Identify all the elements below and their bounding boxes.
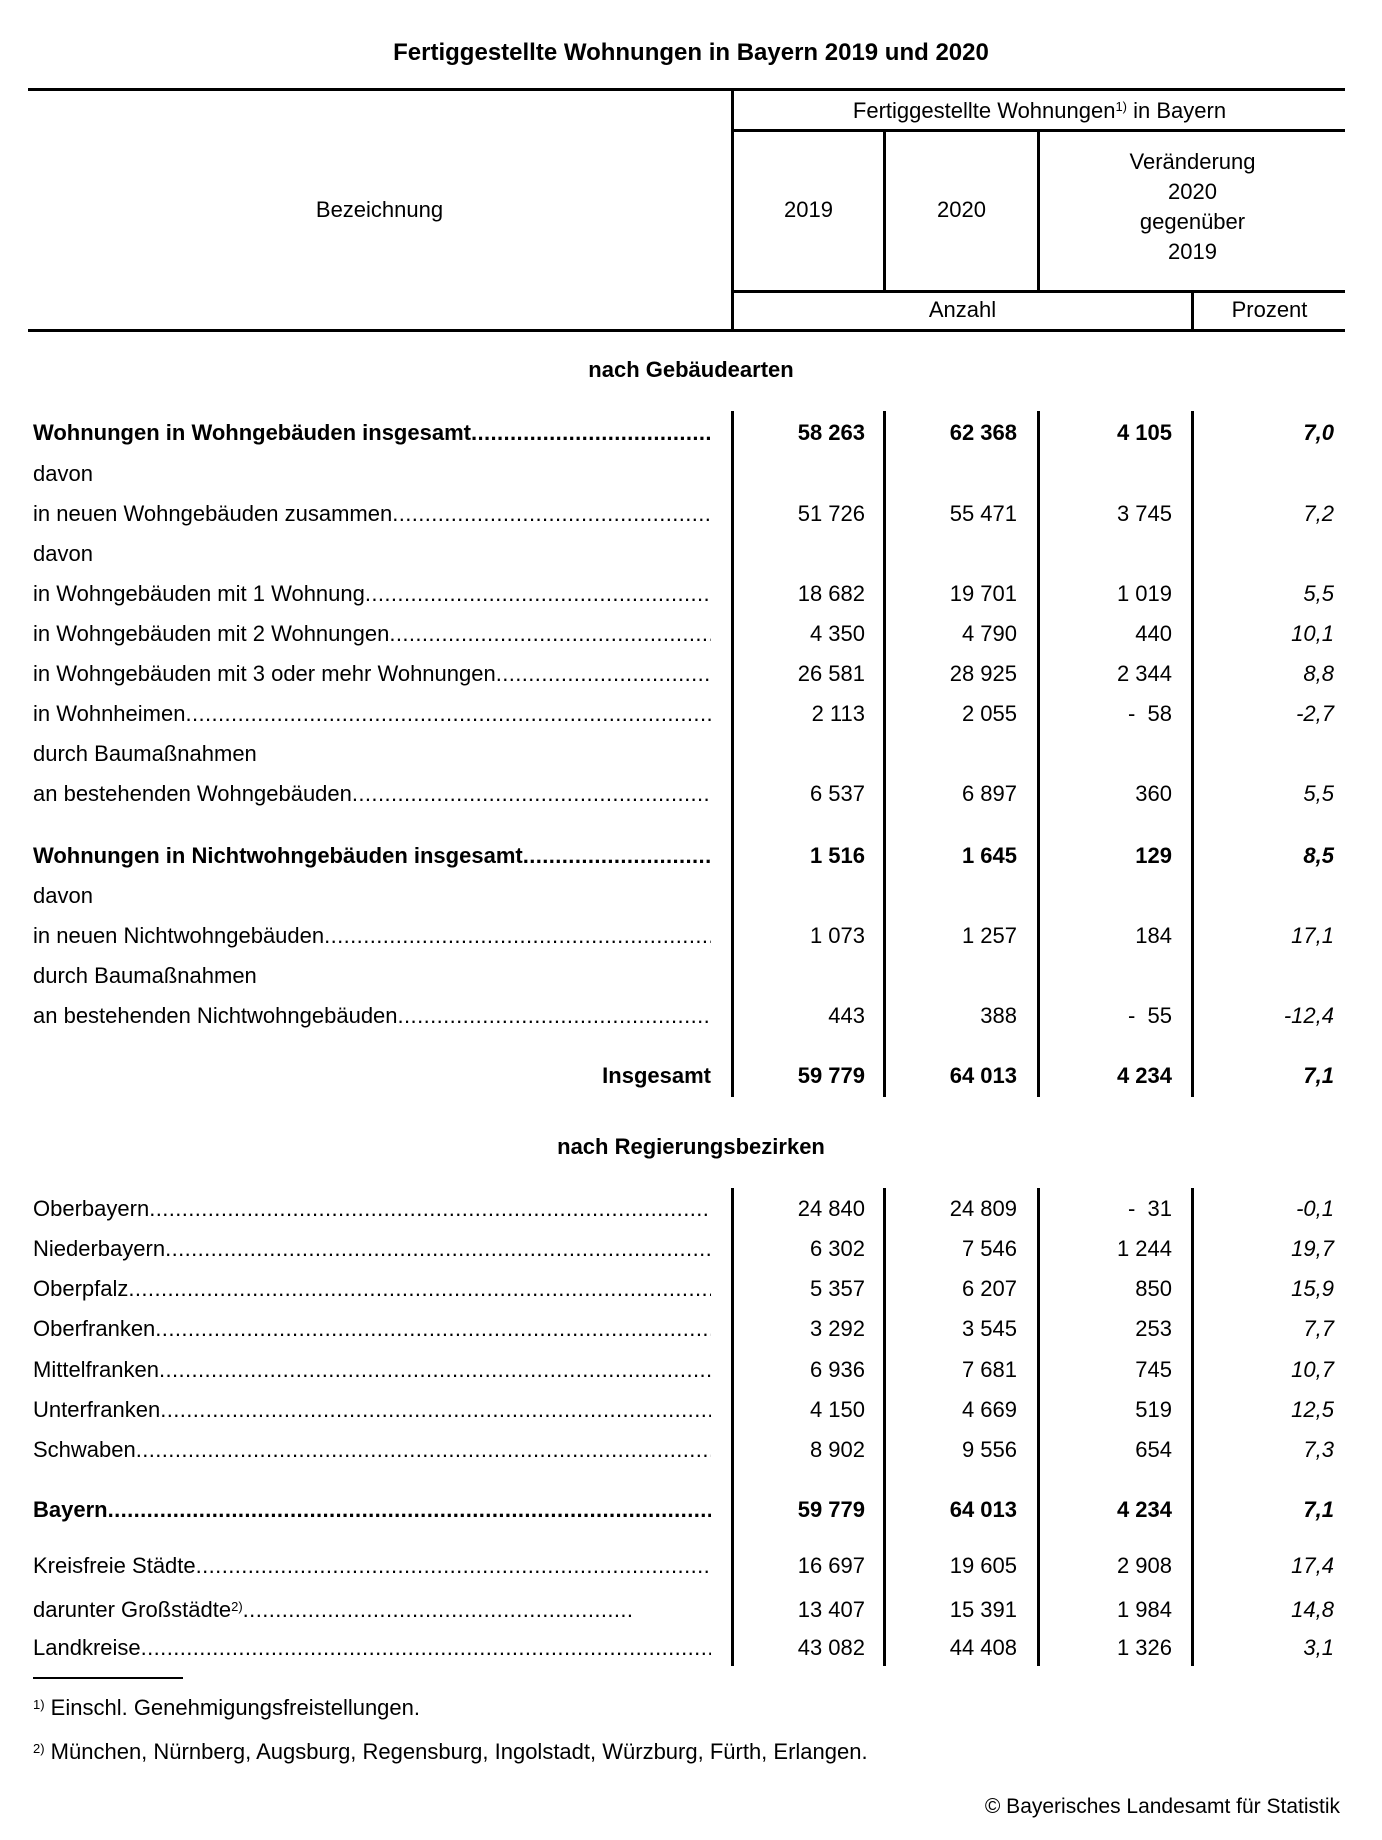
value-pct: -2,7 — [1296, 701, 1334, 726]
value-pct: 15,9 — [1291, 1276, 1334, 1301]
row-label: Wohnungen in Wohngebäuden insgesamt — [33, 420, 471, 445]
value-2020: 9 556 — [961, 1437, 1017, 1462]
row-label: durch Baumaßnahmen — [33, 741, 257, 766]
table-row — [0, 1394, 1382, 1426]
table-row — [0, 920, 1382, 952]
table-row — [0, 618, 1382, 650]
table-row — [0, 1000, 1382, 1032]
value-diff: 2 344 — [1116, 661, 1172, 686]
value-pct: 12,5 — [1291, 1397, 1334, 1422]
value-2020: 7 546 — [961, 1236, 1017, 1261]
value-2019: 59 779 — [797, 1497, 865, 1522]
table-row-total — [0, 1060, 1382, 1092]
table-row — [0, 458, 1382, 490]
table-row — [0, 778, 1382, 810]
value-2019: 4 350 — [809, 621, 865, 646]
value-diff: - 31 — [1127, 1196, 1172, 1221]
table-row — [0, 417, 1382, 449]
value-diff: 745 — [1135, 1357, 1172, 1382]
table-row — [0, 1550, 1382, 1582]
value-diff: 1 244 — [1116, 1236, 1172, 1261]
row-label: Kreisfreie Städte — [33, 1553, 196, 1578]
value-pct: 7,1 — [1303, 1497, 1334, 1522]
table-row — [0, 538, 1382, 570]
value-diff: 654 — [1135, 1437, 1172, 1462]
value-pct: 8,8 — [1303, 661, 1334, 686]
value-pct: 7,3 — [1303, 1437, 1334, 1462]
row-label: Insgesamt — [602, 1063, 711, 1088]
table-row — [0, 960, 1382, 992]
value-2019: 8 902 — [809, 1437, 865, 1462]
page-title: Fertiggestellte Wohnungen in Bayern 2019 und 2020 — [393, 39, 989, 66]
value-diff: 1 984 — [1116, 1597, 1172, 1622]
row-label: durch Baumaßnahmen — [33, 963, 257, 988]
row-label: in Wohngebäuden mit 3 oder mehr Wohnungen — [33, 661, 496, 686]
value-diff: 1 019 — [1116, 581, 1172, 606]
value-2020: 44 408 — [949, 1635, 1017, 1660]
copyright: © Bayerisches Landesamt für Statistik — [984, 1795, 1340, 1818]
value-pct: 7,0 — [1303, 420, 1334, 445]
header-group-label: Fertiggestellte Wohnungen$^{1)}$ in Bayern — [852, 98, 1227, 123]
value-diff: 850 — [1135, 1276, 1172, 1301]
row-label: in neuen Wohngebäuden zusammen — [33, 501, 393, 526]
header-col-change: Veränderung 2020 gegenüber 2019 — [1129, 149, 1256, 264]
value-2020: 7 681 — [961, 1357, 1017, 1382]
table-row — [0, 738, 1382, 770]
header-unit-prozent: Prozent — [1231, 297, 1308, 322]
row-label: an bestehenden Nichtwohngebäuden — [33, 1003, 398, 1028]
header-unit-anzahl: Anzahl — [928, 297, 997, 322]
table-row — [0, 1632, 1382, 1664]
header-col-2019: 2019 — [784, 197, 833, 222]
value-pct: 10,7 — [1291, 1357, 1334, 1382]
row-label: an bestehenden Wohngebäuden — [33, 781, 352, 806]
value-pct: 7,7 — [1303, 1316, 1334, 1341]
value-2019: 59 779 — [797, 1063, 865, 1088]
row-label: in Wohngebäuden mit 1 Wohnung — [33, 581, 365, 606]
row-label: Schwaben — [33, 1437, 136, 1462]
table-row — [0, 1434, 1382, 1466]
row-label: Niederbayern — [33, 1236, 166, 1261]
row-label: davon — [33, 541, 93, 566]
header-top-rule — [28, 88, 1345, 91]
value-2020: 15 391 — [949, 1597, 1017, 1622]
header-col-2020: 2020 — [937, 197, 986, 222]
value-2019: 13 407 — [797, 1597, 865, 1622]
value-diff: 253 — [1135, 1316, 1172, 1341]
value-diff: 2 908 — [1116, 1553, 1172, 1578]
table-row — [0, 840, 1382, 872]
table-row — [0, 1273, 1382, 1305]
value-2019: 58 263 — [797, 420, 865, 445]
section-regierungsbezirke: nach Regierungsbezirken — [557, 1134, 825, 1159]
value-pct: -12,4 — [1283, 1003, 1334, 1028]
row-label: in Wohngebäuden mit 2 Wohnungen — [33, 621, 390, 646]
value-2020: 1 257 — [961, 923, 1017, 948]
value-pct: -0,1 — [1296, 1196, 1334, 1221]
value-2020: 6 207 — [961, 1276, 1017, 1301]
value-pct: 7,2 — [1303, 501, 1334, 526]
row-label: in neuen Nichtwohngebäuden — [33, 923, 325, 948]
table-row — [0, 1233, 1382, 1265]
footnote-marker: 1) — [1115, 99, 1128, 114]
value-2019: 2 113 — [811, 701, 865, 726]
value-2020: 4 790 — [961, 621, 1017, 646]
value-2020: 28 925 — [949, 661, 1017, 686]
value-diff: - 58 — [1127, 701, 1172, 726]
value-pct: 17,1 — [1291, 923, 1334, 948]
section-gebaeudearten: nach Gebäudearten — [588, 357, 794, 382]
value-diff: 519 — [1135, 1397, 1172, 1422]
value-2019: 4 150 — [809, 1397, 865, 1422]
row-label: davon — [33, 883, 93, 908]
value-2020: 2 055 — [961, 701, 1017, 726]
value-2020: 4 669 — [961, 1397, 1017, 1422]
header-bottom-rule — [28, 329, 1345, 332]
value-2020: 3 545 — [961, 1316, 1017, 1341]
table-row — [0, 578, 1382, 610]
value-diff: 4 105 — [1116, 420, 1172, 445]
footnote-marker: 2) — [231, 1599, 243, 1614]
row-label: Unterfranken — [33, 1397, 161, 1422]
value-2019: 1 073 — [809, 923, 865, 948]
value-2020: 62 368 — [949, 420, 1017, 445]
table-row — [0, 1313, 1382, 1345]
table-row — [0, 498, 1382, 530]
value-2020: 64 013 — [949, 1063, 1017, 1088]
value-diff: - 55 — [1127, 1003, 1172, 1028]
value-diff: 1 326 — [1116, 1635, 1172, 1660]
value-2019: 43 082 — [797, 1635, 865, 1660]
table-row — [0, 1193, 1382, 1225]
value-2019: 5 357 — [809, 1276, 865, 1301]
value-2019: 26 581 — [797, 661, 865, 686]
value-2019: 51 726 — [797, 501, 865, 526]
value-pct: 17,4 — [1291, 1553, 1334, 1578]
value-2019: 443 — [828, 1003, 865, 1028]
value-2019: 1 516 — [809, 843, 865, 868]
value-diff: 4 234 — [1116, 1063, 1172, 1088]
value-2019: 24 840 — [797, 1196, 865, 1221]
value-2020: 388 — [980, 1003, 1017, 1028]
row-label: darunter Großstädte$^{2)}$ — [33, 1597, 243, 1622]
value-pct: 10,1 — [1291, 621, 1334, 646]
value-pct: 7,1 — [1303, 1063, 1334, 1088]
value-pct: 5,5 — [1303, 781, 1334, 806]
footnote-rule — [33, 1677, 183, 1679]
table-row — [0, 698, 1382, 730]
row-label: Oberbayern — [33, 1196, 150, 1221]
value-2019: 16 697 — [797, 1553, 865, 1578]
value-2020: 55 471 — [949, 501, 1017, 526]
table-row-total — [0, 1494, 1382, 1526]
value-2020: 64 013 — [949, 1497, 1017, 1522]
table-row — [0, 880, 1382, 912]
value-pct: 19,7 — [1291, 1236, 1334, 1261]
row-label: davon — [33, 461, 93, 486]
value-pct: 8,5 — [1303, 843, 1334, 868]
row-label: in Wohnheimen — [33, 701, 186, 726]
table-row — [0, 658, 1382, 690]
value-diff: 360 — [1135, 781, 1172, 806]
row-label: Bayern — [33, 1497, 108, 1522]
value-2020: 1 645 — [961, 843, 1017, 868]
header-bezeichnung: Bezeichnung — [315, 197, 444, 222]
value-pct: 14,8 — [1291, 1597, 1334, 1622]
value-2020: 19 701 — [949, 581, 1017, 606]
value-2019: 3 292 — [809, 1316, 865, 1341]
footnote-1: $^{1)}$ Einschl. Genehmigungsfreistellungen. — [33, 1695, 421, 1720]
value-diff: 3 745 — [1116, 501, 1172, 526]
row-label: Oberfranken — [33, 1316, 156, 1341]
value-2020: 24 809 — [949, 1196, 1017, 1221]
value-pct: 5,5 — [1303, 581, 1334, 606]
row-label: Oberpfalz — [33, 1276, 129, 1301]
value-2019: 6 302 — [809, 1236, 865, 1261]
row-label: Mittelfranken — [33, 1357, 159, 1382]
value-diff: 4 234 — [1116, 1497, 1172, 1522]
value-diff: 129 — [1135, 843, 1172, 868]
table-row — [0, 1594, 1382, 1626]
row-label: Landkreise — [33, 1635, 141, 1660]
value-2020: 6 897 — [961, 781, 1017, 806]
value-2020: 19 605 — [949, 1553, 1017, 1578]
row-label: Wohnungen in Nichtwohngebäuden insgesamt — [33, 843, 523, 868]
value-2019: 18 682 — [797, 581, 865, 606]
value-pct: 3,1 — [1303, 1635, 1334, 1660]
footnote-2: $^{2)}$ München, Nürnberg, Augsburg, Regensburg, Ingolstadt, Würzburg, Fürth, Erlangen. — [33, 1739, 868, 1764]
value-diff: 184 — [1135, 923, 1172, 948]
value-2019: 6 537 — [809, 781, 865, 806]
value-2019: 6 936 — [809, 1357, 865, 1382]
value-diff: 440 — [1135, 621, 1172, 646]
table-row — [0, 1354, 1382, 1386]
